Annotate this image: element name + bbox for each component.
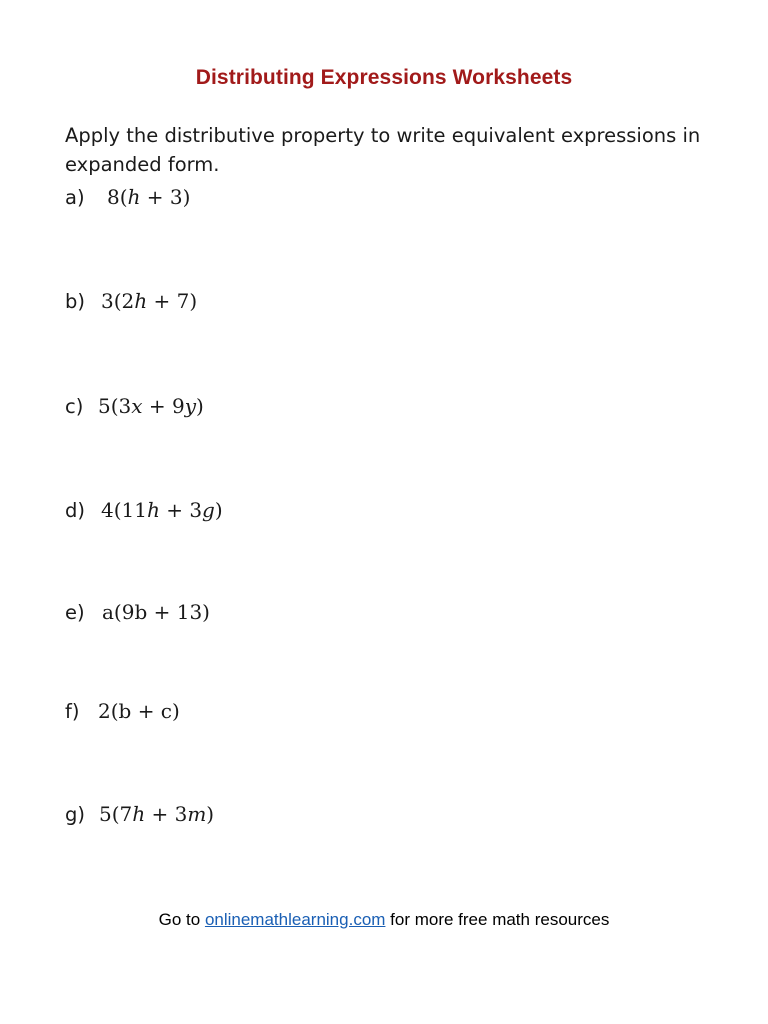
problem-expression: 5(7ℎ + 3𝑚) bbox=[99, 802, 215, 826]
problem-label: f) bbox=[65, 700, 80, 723]
problem-a bbox=[65, 185, 190, 215]
problem-label: b) bbox=[65, 290, 85, 313]
problem-expression: 8(ℎ + 3) bbox=[107, 185, 191, 209]
problem-expression: 4(11ℎ + 3𝑔) bbox=[101, 498, 223, 522]
instructions-text: Apply the distributive property to write equivalent expressions in expanded form. bbox=[65, 124, 701, 176]
problem-e bbox=[65, 600, 210, 630]
problem-b bbox=[65, 289, 197, 319]
problem-label: e) bbox=[65, 601, 85, 624]
problem-label: a) bbox=[65, 186, 85, 209]
problem-label: g) bbox=[65, 803, 85, 826]
problem-label: d) bbox=[65, 499, 85, 522]
problem-d bbox=[65, 498, 223, 528]
problem-expression: a(9b + 13) bbox=[102, 600, 210, 624]
footer-prefix: Go to bbox=[158, 910, 205, 929]
problem-expression: 2(b + c) bbox=[98, 699, 180, 723]
problem-expression: 5(3𝑥 + 9𝑦) bbox=[98, 394, 204, 418]
problem-expression: 3(2ℎ + 7) bbox=[101, 289, 198, 313]
problem-f bbox=[65, 699, 180, 729]
footer-text bbox=[0, 910, 768, 930]
problem-g bbox=[65, 802, 214, 832]
problem-label: c) bbox=[65, 395, 84, 418]
worksheet-title: Distributing Expressions Worksheets bbox=[195, 66, 573, 89]
problem-c bbox=[65, 394, 204, 424]
resource-link[interactable]: onlinemathlearning.com bbox=[204, 910, 386, 929]
footer-suffix: for more free math resources bbox=[385, 910, 610, 929]
